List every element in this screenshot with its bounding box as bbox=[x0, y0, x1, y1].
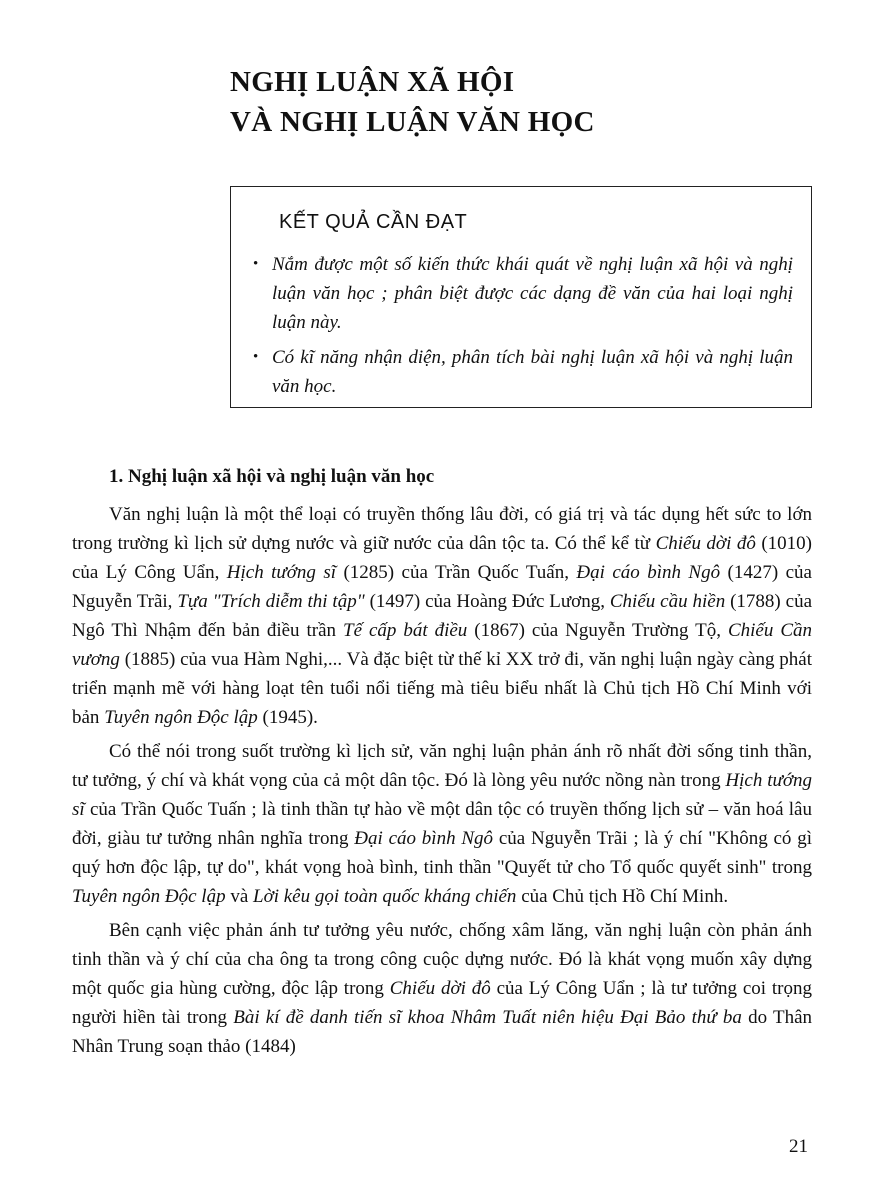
italic-title-text: Lời kêu gọi toàn quốc kháng chiến bbox=[253, 886, 517, 907]
paragraph-text: Có thể nói trong suốt trường kì lịch sử, văn nghị luận phản ánh rõ nhất đời sống tinh thần, tư tưởng, ý chí và khát vọng của cả một dân tộc. Đó là lòng yêu nước nồng nàn trong bbox=[72, 741, 812, 791]
italic-title-text: Tế cấp bát điều bbox=[343, 620, 468, 641]
paragraph-text: Văn nghị luận là một thể loại có truyền thống lâu đời, có giá trị và tác dụng hết sức to lớn trong trường kì lịch sử dựng nước và giữ nước của dân tộc ta. Có thể kể từ bbox=[72, 504, 812, 554]
objective-item bbox=[253, 250, 793, 337]
page-number: 21 bbox=[789, 1136, 808, 1157]
bullet-icon: • bbox=[253, 256, 259, 272]
paragraph-text: (1010) của Lý Công Uẩn, bbox=[72, 533, 813, 583]
italic-title-text: Tuyên ngôn Độc lập bbox=[72, 886, 226, 907]
paragraph-text: (1885) của vua Hàm Nghi,... Và đặc biệt từ thế kỉ XX trở đi, văn nghị luận ngày càng phát triển mạnh mẽ với hàng loạt tên tuổi nổi tiếng mà tiêu biểu nhất là Chủ tịch Hồ Chí Minh với bản bbox=[72, 649, 812, 728]
paragraph-text: của Trần Quốc Tuấn ; là tinh thần tự hào về một dân tộc có truyền thống lịch sử – văn hoá lâu đời, giàu tư tưởng nhân nghĩa trong bbox=[72, 799, 812, 849]
paragraph-text: (1285) của Trần Quốc Tuấn, bbox=[336, 562, 577, 583]
italic-title-text: Tựa "Trích diễm thi tập" bbox=[177, 591, 365, 612]
objectives-box bbox=[230, 186, 812, 408]
italic-title-text: Hịch tướng sĩ bbox=[72, 770, 812, 820]
italic-title-text: Đại cáo bình Ngô bbox=[576, 562, 721, 583]
page-title bbox=[230, 62, 830, 142]
paragraph-text: (1945). bbox=[257, 707, 318, 728]
paragraph-text: (1427) của Nguyễn Trãi, bbox=[72, 562, 812, 612]
paragraph-text: (1497) của Hoàng Đức Lương, bbox=[364, 591, 610, 612]
title-line-1: NGHỊ LUẬN XÃ HỘI bbox=[230, 66, 515, 98]
paragraph-text: của Lý Công Uẩn ; là tư tưởng coi trọng người hiền tài trong bbox=[72, 978, 813, 1028]
paragraph-text: do Thân Nhân Trung soạn thảo (1484) bbox=[72, 1007, 813, 1057]
paragraph-text: của Nguyễn Trãi ; là ý chí "Không có gì quý hơn độc lập, tự do", khát vọng hoà bình, tinh thần "Quyết tử cho Tổ quốc quyết sinh" trong bbox=[72, 828, 812, 878]
objectives-list bbox=[253, 250, 793, 407]
body-text bbox=[72, 500, 812, 1066]
paragraph-text: Bên cạnh việc phản ánh tư tưởng yêu nước, chống xâm lăng, văn nghị luận còn phản ánh tinh thần và ý chí của cha ông ta trong công cuộc dựng nước. Đó là khát vọng muốn xây dựng một quốc gia hùng cường, độc lập trong bbox=[72, 920, 812, 999]
section-heading: 1. Nghị luận xã hội và nghị luận văn học bbox=[109, 466, 435, 487]
title-line-2: VÀ NGHỊ LUẬN VĂN HỌC bbox=[230, 106, 595, 138]
italic-title-text: Chiếu dời đô bbox=[389, 978, 491, 999]
italic-title-text: Chiếu Cần vương bbox=[72, 620, 812, 670]
objective-text: Nắm được một số kiến thức khái quát về nghị luận xã hội và nghị luận văn học ; phân biệt được các dạng đề văn của hai loại nghị luận này. bbox=[272, 254, 793, 333]
objectives-heading: KẾT QUẢ CẦN ĐẠT bbox=[279, 211, 468, 233]
body-paragraph bbox=[72, 916, 812, 1061]
paragraph-text: (1867) của Nguyễn Trường Tộ, bbox=[467, 620, 728, 641]
paragraph-text: và bbox=[225, 886, 254, 907]
body-paragraph bbox=[72, 500, 812, 732]
italic-title-text: Hịch tướng sĩ bbox=[226, 562, 337, 583]
paragraph-text: của Chủ tịch Hồ Chí Minh. bbox=[516, 886, 729, 907]
italic-title-text: Bài kí đề danh tiến sĩ khoa Nhâm Tuất niên hiệu Đại Bảo thứ ba bbox=[233, 1007, 742, 1028]
italic-title-text: Tuyên ngôn Độc lập bbox=[104, 707, 258, 728]
bullet-icon: • bbox=[253, 349, 259, 365]
paragraph-text: (1788) của Ngô Thì Nhậm đến bản điều trần bbox=[72, 591, 813, 641]
italic-title-text: Đại cáo bình Ngô bbox=[354, 828, 494, 849]
objective-text: Có kĩ năng nhận diện, phân tích bài nghị luận xã hội và nghị luận văn học. bbox=[272, 347, 793, 397]
objective-item bbox=[253, 343, 793, 401]
italic-title-text: Chiếu dời đô bbox=[655, 533, 756, 554]
italic-title-text: Chiếu cầu hiền bbox=[609, 591, 726, 612]
body-paragraph bbox=[72, 737, 812, 911]
